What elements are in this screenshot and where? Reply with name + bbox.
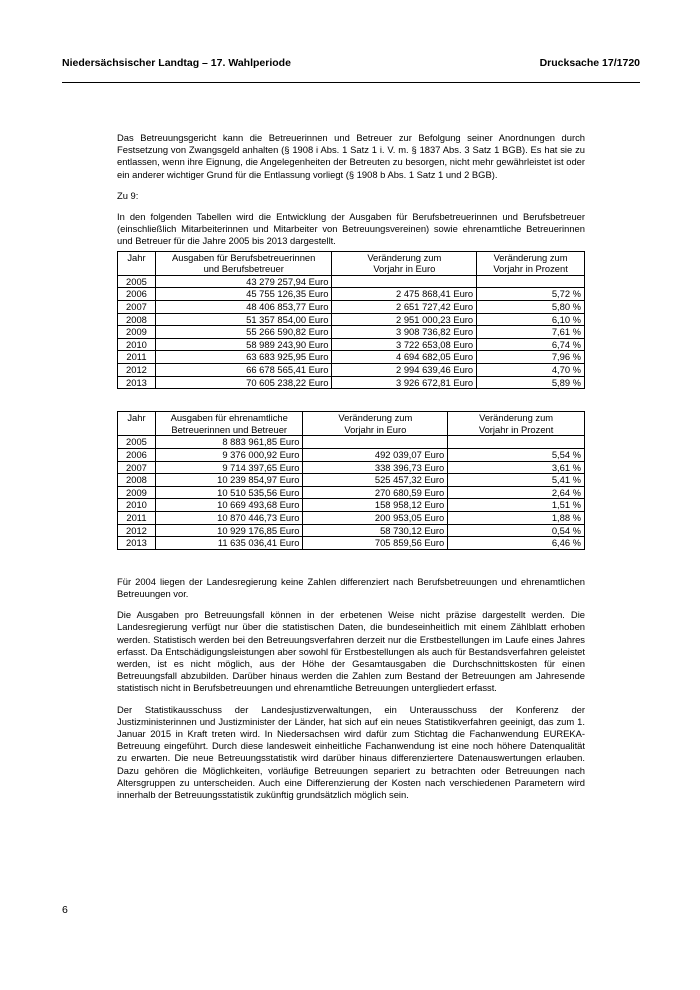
table-header-row xyxy=(118,412,585,436)
table-professional-expenses xyxy=(117,251,585,390)
cell-expenses: 10 870 446,73 Euro xyxy=(155,511,303,524)
paragraph-tables-intro: In den folgenden Tabellen wird die Entwicklung der Ausgaben für Berufsbetreuerinnen und Berufsbetreuer (einschließlich Mitarbeiterinnen und Mitarbeiter von Betreuungsvereinen) sowie ehrenamtliche Betreuerinnen und Betreuer für die Jahre 2005 bis 2013 dargestellt. xyxy=(117,211,585,247)
table-row xyxy=(118,486,585,499)
header-divider xyxy=(62,82,640,83)
cell-change-percent: 0,54 % xyxy=(448,524,585,537)
cell-change-euro: 3 722 653,08 Euro xyxy=(332,338,477,351)
cell-change-euro: 2 651 727,42 Euro xyxy=(332,301,477,314)
cell-change-euro: 2 951 000,23 Euro xyxy=(332,313,477,326)
cell-expenses: 9 376 000,92 Euro xyxy=(155,448,303,461)
cell-change-percent xyxy=(448,436,585,449)
cell-year: 2005 xyxy=(118,436,156,449)
table-row xyxy=(118,326,585,339)
paragraph-court-enforcement: Das Betreuungsgericht kann die Betreuerinnen und Betreuer zur Befolgung seiner Anordnungen durch Festsetzung von Zwangsgeld anhalten (§ 1908 i Abs. 1 Satz 1 i. V. m. § 1837 Abs. 3 Satz 1 BGB). Es hat sie zu entlassen, wenn ihre Eignung, die Angelegenheiten der Betreuten zu besorgen, nicht mehr gewährleistet ist oder ein anderer wichtiger Grund für die Entlassung vorliegt (§ 1908 b Abs. 1 Satz 1 und 2 BGB). xyxy=(117,132,585,180)
cell-year: 2008 xyxy=(118,313,156,326)
cell-expenses: 58 989 243,90 Euro xyxy=(155,338,332,351)
cell-year: 2009 xyxy=(118,326,156,339)
cell-change-euro: 525 457,32 Euro xyxy=(303,474,448,487)
cell-change-euro: 58 730,12 Euro xyxy=(303,524,448,537)
cell-expenses: 8 883 961,85 Euro xyxy=(155,436,303,449)
cell-change-percent: 4,70 % xyxy=(477,363,585,376)
cell-change-percent: 5,89 % xyxy=(477,376,585,389)
section-label-zu-9: Zu 9: xyxy=(117,189,139,201)
cell-year: 2008 xyxy=(118,474,156,487)
cell-change-percent: 5,72 % xyxy=(477,288,585,301)
cell-change-euro: 492 039,07 Euro xyxy=(303,448,448,461)
cell-expenses: 10 510 535,56 Euro xyxy=(155,486,303,499)
table-row xyxy=(118,511,585,524)
table-row xyxy=(118,537,585,550)
cell-year: 2006 xyxy=(118,288,156,301)
cell-change-percent: 1,88 % xyxy=(448,511,585,524)
cell-change-percent: 5,80 % xyxy=(477,301,585,314)
table-row xyxy=(118,461,585,474)
cell-year: 2005 xyxy=(118,275,156,288)
cell-year: 2012 xyxy=(118,363,156,376)
table-volunteer-expenses xyxy=(117,411,585,550)
cell-change-euro: 705 859,56 Euro xyxy=(303,537,448,550)
cell-change-percent: 2,64 % xyxy=(448,486,585,499)
cell-year: 2007 xyxy=(118,301,156,314)
table-row xyxy=(118,275,585,288)
table-row xyxy=(118,313,585,326)
cell-change-percent: 3,61 % xyxy=(448,461,585,474)
header-parliament: Niedersächsischer Landtag – 17. Wahlperiode xyxy=(62,57,291,69)
table-row xyxy=(118,474,585,487)
document-body xyxy=(117,132,585,810)
cell-expenses: 43 279 257,94 Euro xyxy=(155,275,332,288)
cell-year: 2006 xyxy=(118,448,156,461)
cell-year: 2010 xyxy=(118,338,156,351)
cell-expenses: 9 714 397,65 Euro xyxy=(155,461,303,474)
paragraph-cost-per-case: Die Ausgaben pro Betreuungsfall können in der erbetenen Weise nicht präzise dargestellt werden. Die Landesregierung verfügt nur über die statistischen Daten, die bundeseinheitlich mit einem Zählblatt erhoben werden. Statistisch werden bei den Betreuungsverfahren derzeit nur die Erstbestellungen im Laufe eines Jahres erfasst. Da Entschädigungsleistungen aber sowohl für Erstbestellungen als auch für Bestandsverfahren geleistet werden, ist es nicht möglich, aus der Höhe der Gesamtausgaben die Durchschnittskosten für einen Betreuungsfall abzubilden. Darüber hinaus werden die Zahlen zum Bestand der Betreuungen am Jahresende statistisch nicht in Berufsbetreuungen und ehrenamtliche Betreuungen untergliedert erfasst. xyxy=(117,609,585,694)
col-header-year: Jahr xyxy=(118,251,156,275)
cell-year: 2011 xyxy=(118,511,156,524)
cell-change-euro xyxy=(332,275,477,288)
cell-expenses: 48 406 853,77 Euro xyxy=(155,301,332,314)
cell-change-euro: 3 908 736,82 Euro xyxy=(332,326,477,339)
cell-change-percent: 6,10 % xyxy=(477,313,585,326)
col-header-expenses: Ausgaben für ehrenamtliche Betreuerinnen und Betreuer xyxy=(155,412,303,436)
cell-change-euro: 270 680,59 Euro xyxy=(303,486,448,499)
cell-change-percent: 5,54 % xyxy=(448,448,585,461)
cell-year: 2007 xyxy=(118,461,156,474)
paragraph-no-data-2004: Für 2004 liegen der Landesregierung keine Zahlen differenziert nach Berufsbetreuungen und ehrenamtlichen Betreuungen vor. xyxy=(117,575,585,599)
header-document-number: Drucksache 17/1720 xyxy=(539,57,640,69)
cell-year: 2010 xyxy=(118,499,156,512)
cell-year: 2009 xyxy=(118,486,156,499)
table-row xyxy=(118,363,585,376)
cell-change-euro: 158 958,12 Euro xyxy=(303,499,448,512)
col-header-change-percent: Veränderung zum Vorjahr in Prozent xyxy=(477,251,585,275)
cell-expenses: 10 239 854,97 Euro xyxy=(155,474,303,487)
cell-expenses: 45 755 126,35 Euro xyxy=(155,288,332,301)
cell-year: 2011 xyxy=(118,351,156,364)
table-body xyxy=(118,436,585,549)
cell-change-euro: 2 475 868,41 Euro xyxy=(332,288,477,301)
paragraph-statistics-committee: Der Statistikausschuss der Landesjustizverwaltungen, ein Unterausschuss der Konferenz der Justizministerinnen und Justizminister der Länder, hat sich auf ein neues Statistikverfahren geeinigt, das zum 1. Januar 2015 in Kraft treten wird. In Niedersachsen wird dafür zum Stichtag die Fachanwendung EUREKA-Betreuung eingeführt. Durch diese landesweit einheitliche Fachanwendung ist eine noch höhere Datenqualität zu erwarten. Die neue Betreuungsstatistik wird darüber hinaus differenziertere Datenauswertungen erlauben. Dazu gehören die Möglichkeiten, vorläufige Betreuungen separiert zu betrachten oder Betreuungen nach Altersgruppen zu unterscheiden. Auch eine Differenzierung der Kosten nach verschiedenen Parametern wird innerhalb der Betreuungsstatistik zukünftig grundsätzlich möglich sein. xyxy=(117,703,585,800)
table-row xyxy=(118,499,585,512)
cell-expenses: 11 635 036,41 Euro xyxy=(155,537,303,550)
cell-change-euro: 2 994 639,46 Euro xyxy=(332,363,477,376)
cell-change-percent: 1,51 % xyxy=(448,499,585,512)
cell-change-percent: 6,46 % xyxy=(448,537,585,550)
table-row xyxy=(118,301,585,314)
cell-year: 2012 xyxy=(118,524,156,537)
cell-year: 2013 xyxy=(118,537,156,550)
table-row xyxy=(118,524,585,537)
cell-change-euro xyxy=(303,436,448,449)
col-header-year: Jahr xyxy=(118,412,156,436)
table-row xyxy=(118,376,585,389)
cell-change-percent: 7,96 % xyxy=(477,351,585,364)
table-row xyxy=(118,436,585,449)
cell-expenses: 63 683 925,95 Euro xyxy=(155,351,332,364)
table-body xyxy=(118,275,585,388)
page-number: 6 xyxy=(62,904,68,916)
cell-change-percent: 6,74 % xyxy=(477,338,585,351)
cell-change-euro: 3 926 672,81 Euro xyxy=(332,376,477,389)
cell-year: 2013 xyxy=(118,376,156,389)
cell-change-percent xyxy=(477,275,585,288)
table-row xyxy=(118,351,585,364)
table-header-row xyxy=(118,251,585,275)
cell-expenses: 10 929 176,85 Euro xyxy=(155,524,303,537)
col-header-change-percent: Veränderung zum Vorjahr in Prozent xyxy=(448,412,585,436)
cell-change-percent: 7,61 % xyxy=(477,326,585,339)
cell-expenses: 10 669 493,68 Euro xyxy=(155,499,303,512)
table-row xyxy=(118,288,585,301)
cell-change-euro: 338 396,73 Euro xyxy=(303,461,448,474)
table-row xyxy=(118,448,585,461)
cell-change-euro: 4 694 682,05 Euro xyxy=(332,351,477,364)
col-header-expenses: Ausgaben für Berufsbetreuerinnen und Berufsbetreuer xyxy=(155,251,332,275)
cell-expenses: 70 605 238,22 Euro xyxy=(155,376,332,389)
cell-expenses: 51 357 854,00 Euro xyxy=(155,313,332,326)
cell-expenses: 55 266 590,82 Euro xyxy=(155,326,332,339)
col-header-change-euro: Veränderung zum Vorjahr in Euro xyxy=(303,412,448,436)
cell-expenses: 66 678 565,41 Euro xyxy=(155,363,332,376)
cell-change-percent: 5,41 % xyxy=(448,474,585,487)
table-row xyxy=(118,338,585,351)
cell-change-euro: 200 953,05 Euro xyxy=(303,511,448,524)
col-header-change-euro: Veränderung zum Vorjahr in Euro xyxy=(332,251,477,275)
